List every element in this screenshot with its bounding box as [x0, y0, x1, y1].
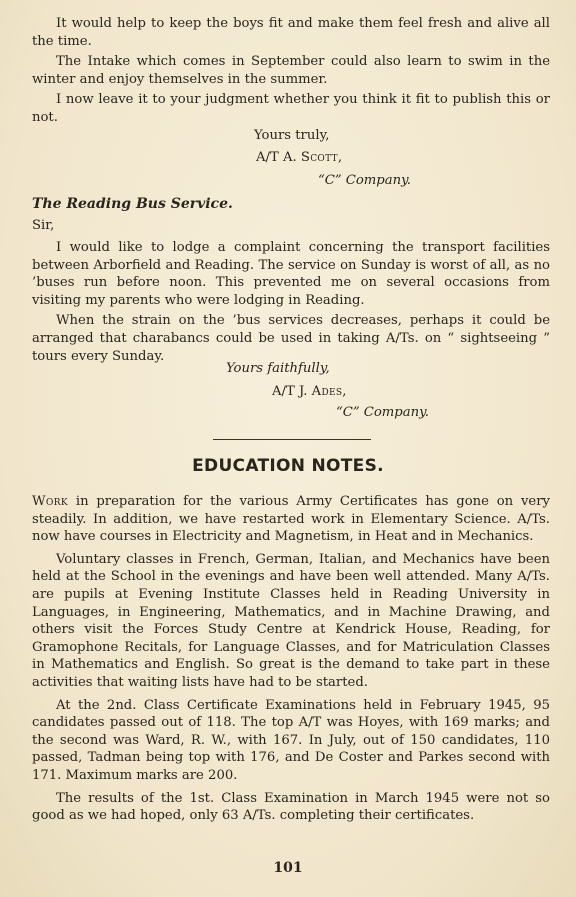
paragraph-text: in preparation for the various Army Certificates has gone on very steadily. In addition, we have restarted work in Elementary Science. A/Ts. now have courses in Electricity and Magnetism, in Heat and in Mechanics.	[32, 494, 550, 545]
letter-scott-body	[32, 15, 550, 127]
paragraph: It would help to keep the boys fit and make them feel fresh and alive all the time.	[32, 16, 550, 49]
education-notes-body	[32, 493, 550, 825]
paragraph	[32, 493, 550, 546]
paragraph: At the 2nd. Class Certificate Examinations held in February 1945, 95 candidates passed out of 118. The top A/T was Hoyes, with 169 marks; and the second was Ward, R. W., with 167. In July, out of 150 candidates, 110 passed, Tadman being top with 176, and De Coster and Parkes second with 171. Maximum marks are 200.	[32, 697, 550, 783]
page-number: 101	[273, 860, 303, 876]
company: “C” Company.	[318, 173, 411, 188]
paragraph: I would like to lodge a complaint concerning the transport facilities between Arborfield and Reading. The service on Sunday is worst of all, as no ’buses run before noon. This prevented me on several occasions from visiting my parents who were lodging in Reading.	[32, 240, 550, 308]
paragraph: Voluntary classes in French, German, Italian, and Mechanics have been held at the School in the evenings and have been well attended. Many A/Ts. are pupils at Evening Institute Classes held in Reading University in Languages, in Engineering, Mathematics, and in Machine Drawing, and others visit the Forces Study Centre at Kendrick House, Reading, for Gramophone Recitals, for Language Classes, and for Matriculation Classes in Mathematics and English. So great is the demand to take part in these activities that waiting lists have had to be started.	[32, 551, 550, 690]
paragraph: When the strain on the ’bus services decreases, perhaps it could be arranged that charabancs could be used in taking A/Ts. on “ sightseeing ” tours every Sunday.	[32, 313, 550, 364]
paragraph: I now leave it to your judgment whether you think it fit to publish this or not.	[32, 92, 550, 125]
divider-rule	[213, 439, 371, 440]
section-title: EDUCATION NOTES.	[192, 456, 384, 476]
signature-prefix: A/T J.	[272, 384, 308, 399]
paragraph: The Intake which comes in September could also learn to swim in the winter and enjoy themselves in the summer.	[32, 54, 550, 87]
paragraph: The results of the 1st. Class Examination in March 1945 were not so good as we had hoped, only 63 A/Ts. completing their certificates.	[32, 790, 550, 824]
signature-prefix: A/T A.	[256, 150, 297, 165]
salutation: Sir,	[32, 218, 55, 233]
letter-heading: The Reading Bus Service.	[32, 196, 233, 212]
signature-name: Ades,	[311, 384, 347, 399]
lead-word: Work	[32, 494, 69, 509]
signature	[256, 149, 342, 167]
closing: Yours truly,	[254, 128, 330, 143]
letter-ades-body	[32, 239, 550, 365]
company: “C” Company.	[336, 405, 429, 420]
signature-name: Scott,	[300, 150, 343, 165]
closing: Yours faithfully,	[226, 361, 330, 376]
signature	[272, 383, 347, 401]
